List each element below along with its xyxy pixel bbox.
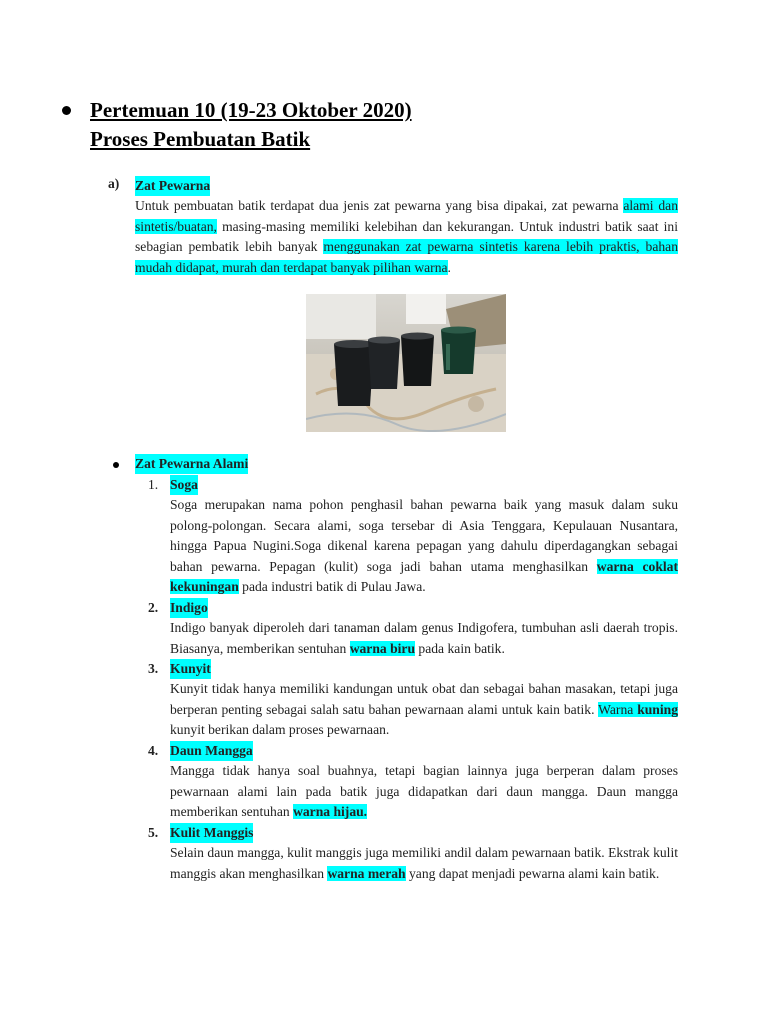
item-name: Soga <box>170 475 198 495</box>
highlight-text: warna coklat kekuningan <box>170 558 678 594</box>
text: pada industri batik di Pulau Jawa. <box>238 579 426 594</box>
text: pada kain batik. <box>415 640 505 656</box>
item-name: Kulit Manggis <box>170 823 253 843</box>
text: Kunyit tidak hanya memiliki kandungan untuk obat dan sebagai bahan masakan, tetapi juga berperan penting sebagai salah satu bahan pewarnaan alami untuk kain batik. <box>170 681 678 717</box>
dye-cups-illustration <box>306 294 506 432</box>
highlight-text: menggunakan zat pewarna sintetis karena lebih praktis, bahan mudah didapat, murah dan terdapat banyak pilihan warna <box>135 239 678 275</box>
title-block <box>62 96 412 154</box>
text: Mangga tidak hanya soal buahnya, tetapi bagian lainnya juga berperan dalam proses pewarnaan alami lain pada batik juga didapatkan dari daun mangga. Daun mangga memberikan sentuhan <box>170 763 678 819</box>
highlight-text: Warna <box>598 701 638 717</box>
text: kunyit berikan dalam proses pewarnaan. <box>170 722 390 737</box>
text: Untuk pembuatan batik terdapat dua jenis zat pewarna yang bisa dipakai, zat pewarna <box>135 198 624 213</box>
item-number: 5. <box>148 825 159 840</box>
text: masing-masing memiliki kelebihan dan kekurangan. Untuk industri batik saat ini sebagian pembatik lebih banyak <box>135 218 678 254</box>
text: . <box>447 259 451 275</box>
section-label: a) <box>108 176 120 191</box>
item-number: 1. <box>148 477 159 492</box>
text: yang dapat menjadi pewarna alami kain batik. <box>405 865 660 881</box>
highlight-text: warna merah <box>327 865 406 881</box>
dye-cups-photo <box>306 294 506 432</box>
highlight-text: alami dan sintetis/buatan, <box>135 198 678 234</box>
bullet-icon <box>113 462 119 468</box>
item-paragraph <box>170 843 678 884</box>
text: Selain daun mangga, kulit manggis juga memiliki andil dalam pewarnaan batik. Ekstrak kulit manggis akan menghasilkan <box>170 845 678 881</box>
item-number: 3. <box>148 661 159 676</box>
text: Soga merupakan nama pohon penghasil bahan pewarna baik yang masuk dalam suku polong-polongan. Secara alami, soga tersebar di Asia Tenggara, Kepulauan Nusantara, hingga Papua Nugini.Soga dikenal karena pepagan yang dahulu diperdagangkan sebagai bahan pewarna. Pepagan (kulit) soga jadi bahan utama menghasilkan <box>170 497 678 574</box>
section-paragraph <box>135 196 678 278</box>
page-title: Pertemuan 10 (19-23 Oktober 2020) <box>90 98 412 122</box>
highlight-text: warna biru <box>349 640 416 656</box>
highlight-text: kuning <box>637 701 679 717</box>
item-number: 2. <box>148 600 159 615</box>
item-name: Indigo <box>170 598 208 618</box>
item-number: 4. <box>148 743 159 758</box>
section-heading: Zat Pewarna Alami <box>135 454 248 474</box>
item-paragraph <box>170 495 678 598</box>
bullet-icon <box>62 106 71 115</box>
text: Indigo banyak diperoleh dari tanaman dalam genus Indigofera, tumbuhan asli daerah tropis. Biasanya, memberikan sentuhan <box>170 620 678 656</box>
section-heading: Zat Pewarna <box>135 176 210 196</box>
highlight-text: warna hijau. <box>293 804 368 819</box>
item-name: Kunyit <box>170 659 211 679</box>
item-paragraph <box>170 618 678 659</box>
item-name: Daun Mangga <box>170 741 253 761</box>
page-subtitle: Proses Pembuatan Batik <box>90 127 311 151</box>
item-paragraph <box>170 679 678 741</box>
item-paragraph <box>170 761 678 823</box>
